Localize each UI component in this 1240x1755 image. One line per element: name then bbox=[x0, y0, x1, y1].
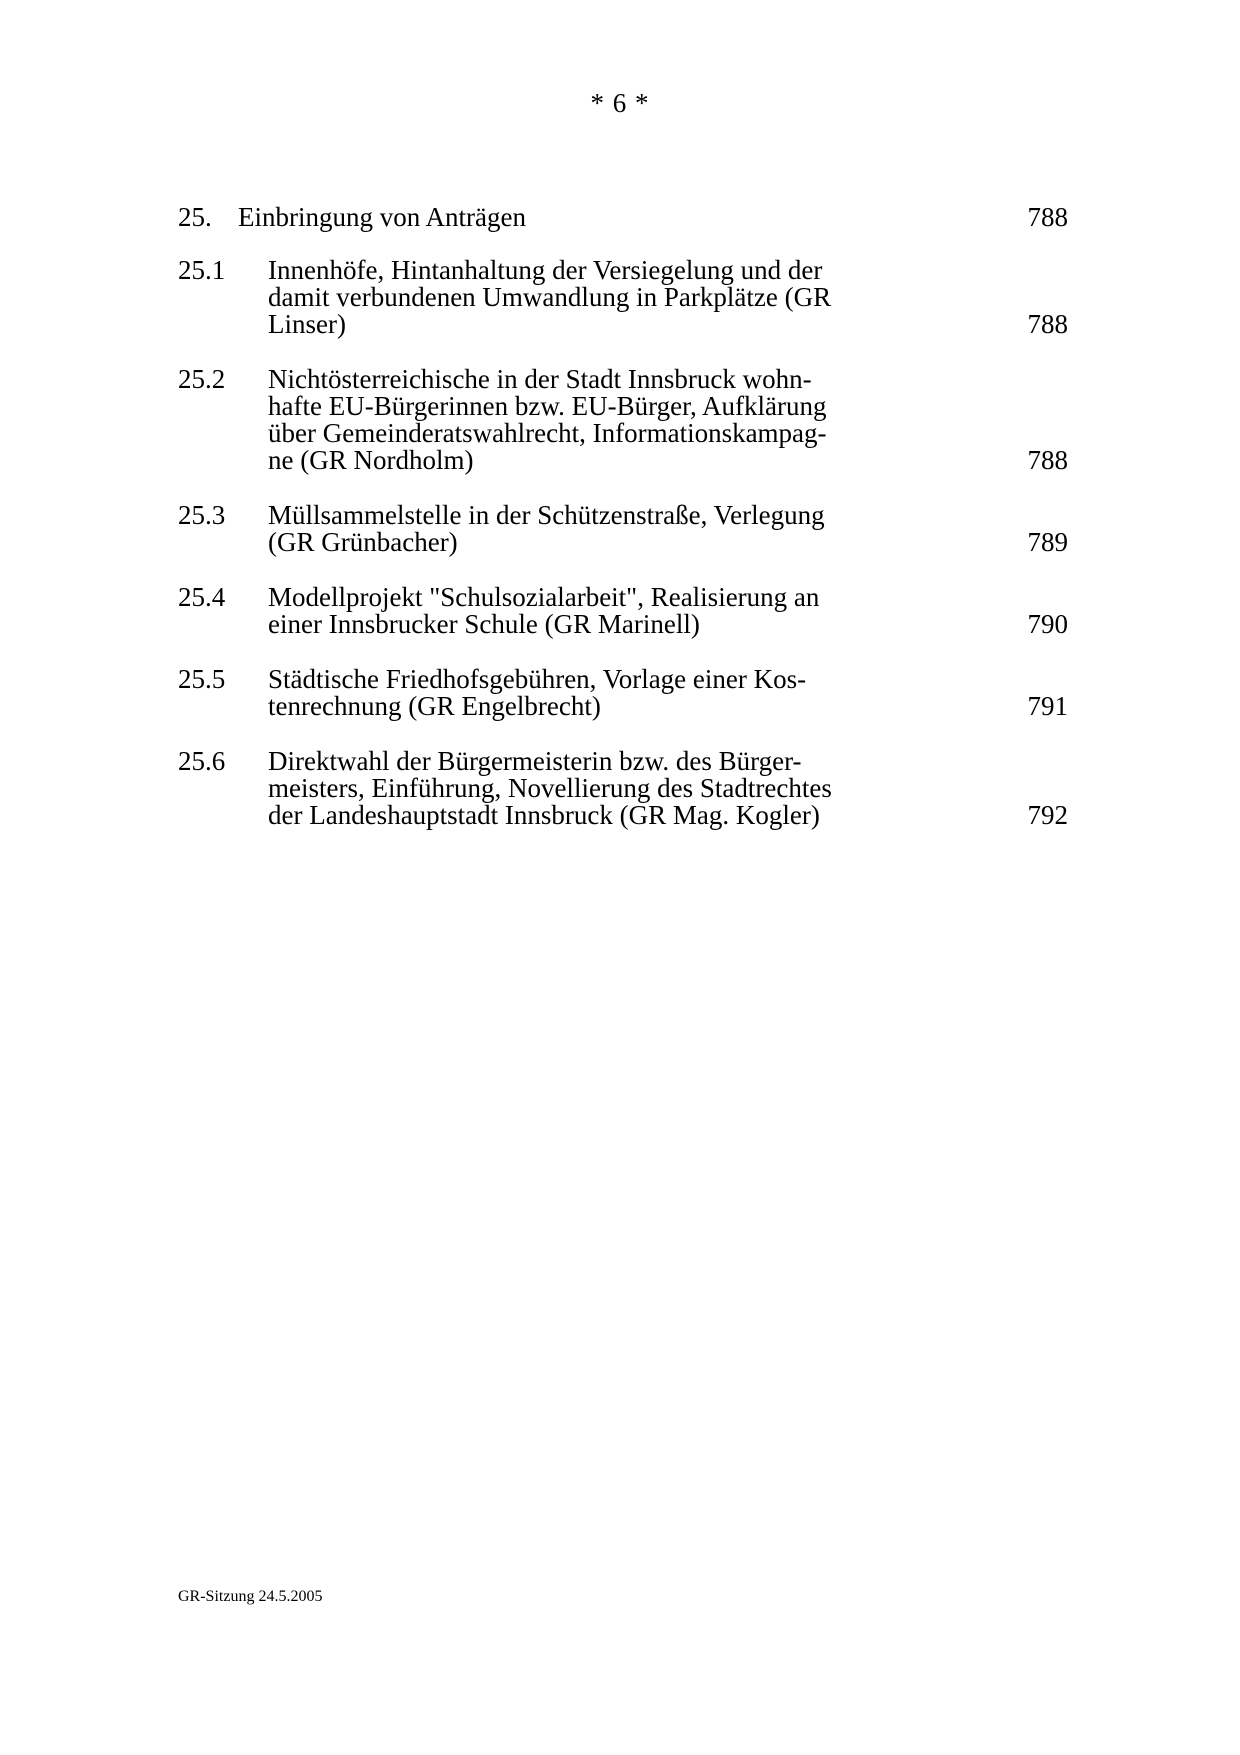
section-title: Einbringung von Anträgen bbox=[238, 202, 526, 232]
entry-page-number: 791 bbox=[1027, 691, 1068, 721]
entry-line: Müllsammelstelle in der Schützenstraße, Verlegung bbox=[268, 500, 825, 530]
entry-text bbox=[268, 748, 898, 829]
entry-line: damit verbundenen Umwandlung in Parkplätze (GR bbox=[268, 282, 832, 312]
entry-line: hafte EU-Bürgerinnen bzw. EU-Bürger, Aufklärung bbox=[268, 391, 827, 421]
entry-line: der Landeshauptstadt Innsbruck (GR Mag. Kogler) bbox=[268, 800, 820, 830]
entry-text bbox=[268, 257, 898, 338]
entry-page-number: 789 bbox=[1027, 527, 1068, 557]
toc-entry bbox=[178, 666, 1068, 720]
entry-line: Direktwahl der Bürgermeisterin bzw. des Bürger- bbox=[268, 746, 802, 776]
section-page-number: 788 bbox=[1027, 202, 1068, 232]
entry-line: meisters, Einführung, Novellierung des Stadtrechtes bbox=[268, 773, 832, 803]
entry-text bbox=[268, 666, 898, 720]
footer-session-date: GR-Sitzung 24.5.2005 bbox=[178, 1588, 323, 1605]
toc-entry bbox=[178, 502, 1068, 556]
entry-text bbox=[268, 366, 898, 474]
entry-number: 25.2 bbox=[178, 364, 226, 394]
entry-page-number: 788 bbox=[1027, 445, 1068, 475]
entry-number: 25.3 bbox=[178, 500, 226, 530]
page-number: * 6 * bbox=[590, 88, 650, 118]
entry-number: 25.4 bbox=[178, 582, 226, 612]
toc-entry bbox=[178, 584, 1068, 638]
entry-number: 25.6 bbox=[178, 746, 226, 776]
entry-line: über Gemeinderatswahlrecht, Informationskampag- bbox=[268, 418, 827, 448]
entry-text bbox=[268, 584, 898, 638]
entry-page-number: 792 bbox=[1027, 800, 1068, 830]
toc-entry bbox=[178, 748, 1068, 829]
section-heading bbox=[178, 202, 1068, 232]
entry-line: tenrechnung (GR Engelbrecht) bbox=[268, 691, 601, 721]
section-number: 25. bbox=[178, 202, 212, 232]
toc-entry bbox=[178, 257, 1068, 338]
entry-line: Städtische Friedhofsgebühren, Vorlage einer Kos- bbox=[268, 664, 807, 694]
entry-line: Innenhöfe, Hintanhaltung der Versiegelung und der bbox=[268, 255, 823, 285]
entry-line: einer Innsbrucker Schule (GR Marinell) bbox=[268, 609, 700, 639]
entry-number: 25.1 bbox=[178, 255, 226, 285]
entry-line: Nichtösterreichische in der Stadt Innsbruck wohn- bbox=[268, 364, 812, 394]
entry-line: Modellprojekt "Schulsozialarbeit", Realisierung an bbox=[268, 582, 820, 612]
entry-line: (GR Grünbacher) bbox=[268, 527, 458, 557]
entry-line: Linser) bbox=[268, 309, 346, 339]
entry-page-number: 790 bbox=[1027, 609, 1068, 639]
entry-number: 25.5 bbox=[178, 664, 226, 694]
toc-entries bbox=[178, 257, 1068, 857]
entry-page-number: 788 bbox=[1027, 309, 1068, 339]
entry-line: ne (GR Nordholm) bbox=[268, 445, 474, 475]
toc-entry bbox=[178, 366, 1068, 474]
entry-text bbox=[268, 502, 898, 556]
